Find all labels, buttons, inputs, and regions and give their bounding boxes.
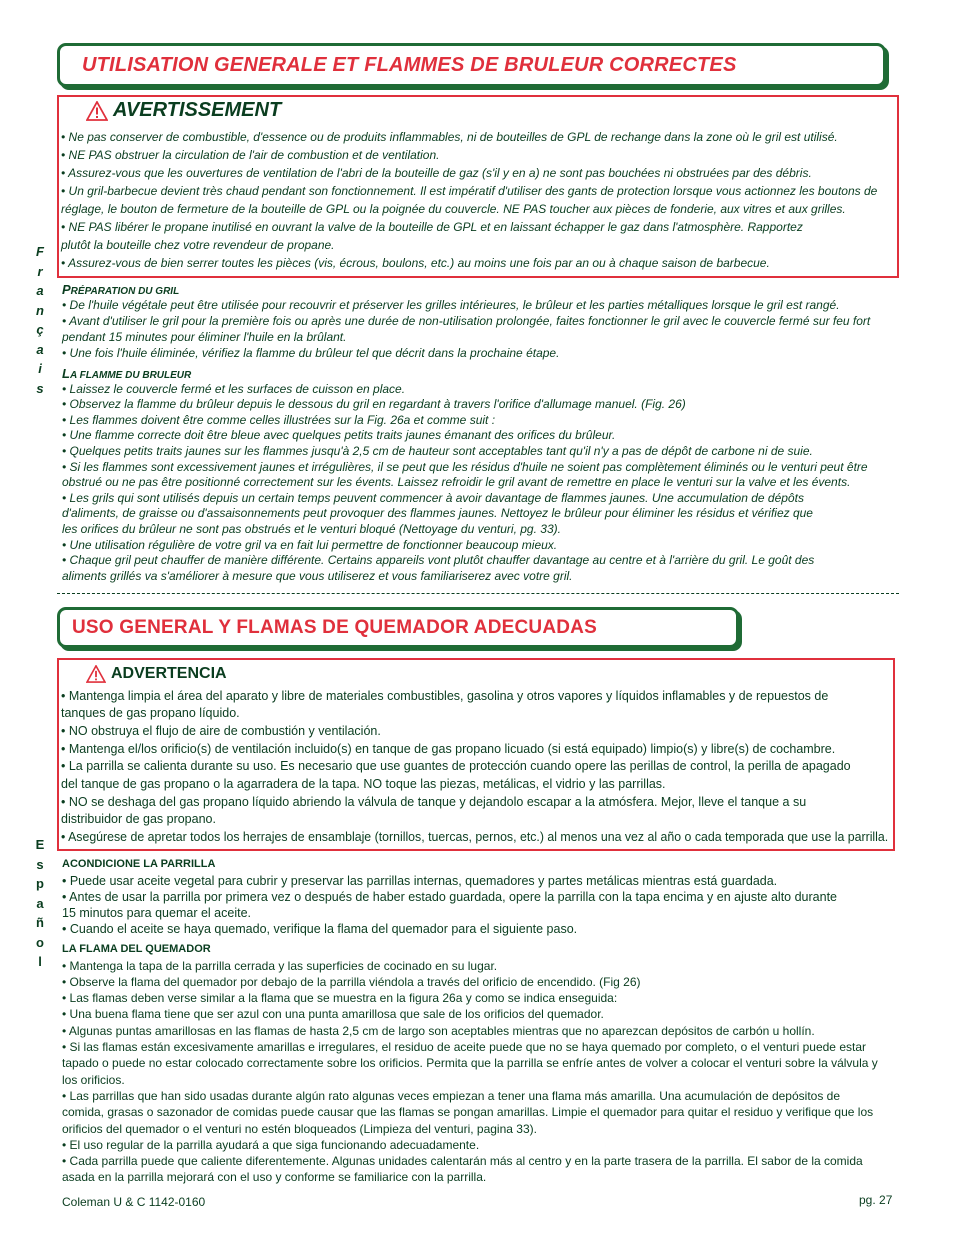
- french-flame-line: • Une utilisation régulière de votre gril va en fait lui permettre de fonctionner beaucoup mieux.: [62, 537, 558, 552]
- spanish-warning-title: [86, 665, 227, 683]
- spanish-flame-line: • Algunas puntas amarillosas en las flamas de hasta 2,5 cm de largo son aceptables mientras que no aparezcan depósitos de carbón u hollín.: [62, 1023, 815, 1038]
- spanish-side-letter: a: [36, 895, 44, 911]
- french-flame-line: aliments grillés va s'améliorer à mesure que vous utiliserez et vous familiariserez avec votre gril.: [62, 568, 573, 583]
- spanish-flame-line: orificios del quemador o el venturi no estén bloqueados (Limpieza del venturi, pagina 33).: [62, 1121, 537, 1136]
- spanish-flame-line: • Mantenga la tapa de la parrilla cerrada y las superficies de cocinado en su lugar.: [62, 958, 498, 973]
- spanish-section-title: USO GENERAL Y FLAMAS DE QUEMADOR ADECUADAS: [72, 616, 597, 638]
- french-flame-line: obstrué ou ne pas être positionné correctement sur les évents. Laissez refroidir le gril avant de remettre en place le venturi sur la valve et les évents.: [62, 475, 851, 490]
- french-side-letter: a: [36, 341, 44, 357]
- french-warning-line: plutôt la bouteille chez votre revendeur de propane.: [61, 238, 335, 253]
- french-warning-line: réglage, le bouton de fermeture de la bouteille de GPL ou la poignée du couvercle. NE PAS toucher aux pièces de fonderie, aux vitres et aux grilles.: [61, 201, 846, 216]
- french-flame-line: • Laissez le couvercle fermé et les surfaces de cuisson en place.: [62, 381, 406, 396]
- french-side-letter: i: [38, 361, 42, 376]
- french-warning-line: • Assurez-vous que les ouvertures de ventilation de l'abri de la bouteille de gaz (s'il y en a) ne sont pas bouchées ni obstruées par des débris.: [61, 165, 812, 180]
- spanish-prep-line: • Antes de usar la parrilla por primera vez o después de haber estado guardada, opere la parrilla con la tapa encima y en ajuste alto durante: [62, 890, 837, 904]
- french-section-header: [57, 43, 886, 87]
- warning-triangle-icon: [86, 101, 108, 121]
- french-flame-line: • Les flammes doivent être comme celles illustrées sur la Fig. 26a et comme suit :: [62, 412, 496, 427]
- spanish-prep-line: • Cuando el aceite se haya quemado, verifique la flama del quemador para el siguiente paso.: [62, 922, 578, 936]
- french-side-letter: F: [36, 244, 44, 259]
- spanish-warning-line: • NO obstruya el flujo de aire de combustión y ventilación.: [61, 723, 381, 738]
- french-side-letter: r: [37, 263, 43, 279]
- spanish-flame-line: asada en la parrilla mejorará con el uso y conforme se familiarice con la parrilla.: [62, 1170, 487, 1185]
- french-prep-line: • Une fois l'huile éliminée, vérifiez la flamme du brûleur tel que décrit dans la prochaine étape.: [62, 345, 560, 360]
- spanish-side-letter: ñ: [36, 915, 44, 930]
- french-flame-line: • Les grils qui sont utilisés depuis un certain temps peuvent commencer à avoir davantage de flammes jaunes. Une accumulation de dépôts: [62, 490, 804, 505]
- spanish-side-letter: p: [36, 876, 44, 891]
- spanish-flame-title: LA FLAMA DEL QUEMADOR: [62, 943, 211, 955]
- spanish-prep-title: ACONDICIONE LA PARRILLA: [62, 858, 216, 870]
- spanish-side-letter: s: [36, 856, 44, 872]
- spanish-flame-line: comida, grasas o sazonador de comidas puede causar que las flamas se pongan amarillas. Limpie el quemador para quitar el residuo y verifique que los: [62, 1105, 874, 1120]
- spanish-flame-line: • Observe la flama del quemador por debajo de la parrilla viéndola a través del orificio de encendido. (Fig 26): [62, 974, 641, 989]
- spanish-flame-line: • Las parrillas que han sido usadas durante algún rato algunas veces empiezan a tener una flama más amarilla. Una acumulación de depósitos de: [62, 1088, 841, 1103]
- french-side-letter: n: [36, 302, 44, 318]
- french-section-title: UTILISATION GENERALE ET FLAMMES DE BRULEUR CORRECTES: [82, 53, 737, 76]
- french-side-letter: ç: [36, 322, 44, 337]
- french-warning-label: AVERTISSEMENT: [113, 99, 282, 121]
- french-flame-line: • Observez la flamme du brûleur depuis le dessous du gril en regardant à travers l'orifice d'allumage manuel. (Fig. 26): [62, 397, 686, 412]
- footer-page-number: pg. 27: [859, 1193, 893, 1207]
- spanish-side-letter: E: [35, 837, 45, 852]
- french-warning-title: [86, 99, 281, 122]
- spanish-flame-line: • Si las flamas están excesivamente amarillas e irregulares, el residuo de aceite puede que no se haya quemado por completo, o el venturi puede estar: [62, 1040, 866, 1054]
- spanish-prep-line: • Puede usar aceite vegetal para cubrir y preservar las parrillas internas, quemadores y partes metálicas mientras está guardada.: [62, 874, 778, 888]
- french-prep-line: pendant 15 minutes pour éliminer l'huile en la brûlant.: [62, 329, 347, 344]
- spanish-warning-line: tanques de gas propano líquido.: [61, 706, 240, 721]
- french-warning-line: • NE PAS obstruer la circulation de l'air de combustion et de ventilation.: [61, 147, 440, 162]
- spanish-flame-line: • Cada parrilla puede que caliente diferentemente. Algunas unidades calentarán más al centro y en la parte trasera de la parrilla. El sabor de la comida: [62, 1154, 863, 1169]
- section-divider: [57, 593, 899, 594]
- french-flame-line: • Une flamme correcte doit être bleue avec quelques petits traits jaunes émanant des orifices du brûleur.: [62, 428, 616, 443]
- french-side-letter: s: [36, 380, 44, 396]
- spanish-warning-line: • Asegúrese de apretar todos los herrajes de ensamblaje (tornillos, tuercas, pernos, etc.) al menos una vez al año o cada temporada que use la parrilla.: [61, 830, 889, 845]
- spanish-flame-line: tapado o puede no estar colocado correctamente sobre los orificios. Permita que la parrilla se enfríe antes de volver a colocar el venturi sobre la válvula y: [62, 1056, 878, 1071]
- french-warning-line: • Assurez-vous de bien serrer toutes les pièces (vis, écrous, boulons, etc.) au moins une fois par an ou à chaque saison de barbecue.: [61, 256, 770, 271]
- french-flame-line: d'aliments, de graisse ou d'assaisonnements peut provoquer des flammes jaunes. Nettoyez le brûleur pour éliminer les résidus et vérifiez que: [62, 506, 813, 521]
- spanish-flame-line: • Las flamas deben verse similar a la flama que se muestra en la figura 26a y como se indica enseguida:: [62, 991, 618, 1006]
- french-flame-line: • Quelques petits traits jaunes sur les flammes jusqu'à 2,5 cm de hauteur sont acceptables tant qu'il n'y a pas de dépôt de carbone ni de suie.: [62, 443, 813, 458]
- spanish-warning-line: del tanque de gas propano o la agarradera de la tapa. NO toque las piezas, metálicas, el vidrio y las parrillas.: [61, 777, 666, 791]
- spanish-prep-line: 15 minutos para quemar el aceite.: [62, 906, 251, 920]
- spanish-side-label: [33, 835, 47, 972]
- french-prep-title: PRÉPARATION DU GRIL: [62, 282, 180, 297]
- french-side-label: [33, 242, 47, 398]
- french-warning-line: • Un gril-barbecue devient très chaud pendant son fonctionnement. Il est impératif d'utiliser des gants de protection lorsque vous actionnez les boutons de: [61, 183, 878, 198]
- french-side-letter: a: [36, 283, 44, 298]
- spanish-flame-line: los orificios.: [62, 1072, 125, 1087]
- spanish-warning-line: • Mantenga limpia el área del aparato y libre de materiales combustibles, gasolina y otros vapores y líquidos inflamables y de repuestos de: [61, 688, 829, 703]
- french-flame-line: • Si les flammes sont excessivement jaunes et irrégulières, il se peut que les résidus d'huile ne soient pas complètement éliminés ou le venturi peut être: [62, 459, 868, 474]
- spanish-flame-line: • Una buena flama tiene que ser azul con una punta amarillosa que sale de los orificios del quemador.: [62, 1007, 604, 1022]
- french-prep-line: • De l'huile végétale peut être utilisée pour recouvrir et préserver les grilles intérieures, le brûleur et les parties métalliques lorsque le gril est rangé.: [62, 297, 840, 312]
- spanish-warning-line: • NO se deshaga del gas propano líquido abriendo la válvula de tanque y dejandolo escapar a la atmósfera. Mejor, lleve el tanque a su: [61, 794, 807, 809]
- spanish-warning-line: distribuidor de gas propano.: [61, 812, 216, 827]
- spanish-warning-line: • Mantenga el/los orificio(s) de ventilación incluido(s) en tanque de gas propano licuado (si está equipado) limpio(s) y libre(s) de cochambre.: [61, 741, 836, 756]
- warning-triangle-icon: [86, 665, 106, 683]
- french-warning-line: • NE PAS libérer le propane inutilisé en ouvrant la valve de la bouteille de GPL et en laissant échapper le gaz dans l'atmosphère. Rapportez: [61, 220, 803, 234]
- spanish-side-letter: l: [38, 954, 42, 969]
- spanish-section-header: [57, 607, 739, 648]
- french-warning-line: • Ne pas conserver de combustible, d'essence ou de produits inflammables, ni de bouteilles de GPL de rechange dans la zone où le gril est utilisé.: [61, 129, 838, 144]
- french-flame-line: les orifices du brûleur ne sont pas obstrués et le venturi bloqué (Nettoyage du venturi, pg. 33).: [62, 521, 561, 536]
- spanish-warning-line: • La parrilla se calienta durante su uso. Es necesario que use guantes de protección cuando opere las perillas de control, la perilla de apagado: [61, 759, 851, 774]
- spanish-warning-label: ADVERTENCIA: [111, 665, 227, 682]
- footer-document-id: Coleman U & C 1142-0160: [62, 1195, 206, 1209]
- french-prep-line: • Avant d'utiliser le gril pour la première fois ou après une durée de non-utilisation prolongée, faites fonctionner le gril avec le couvercle fermé sur feu fort: [62, 313, 871, 328]
- spanish-side-letter: o: [36, 934, 44, 950]
- spanish-flame-line: • El uso regular de la parrilla ayudará a que siga funcionando adecuadamente.: [62, 1137, 480, 1152]
- french-flame-title: LA FLAMME DU BRULEUR: [62, 366, 192, 381]
- french-flame-line: • Chaque gril peut chauffer de manière différente. Certains appareils vont plutôt chauffer davantage au centre et à l'arrière du gril. Le goût des: [62, 553, 815, 568]
